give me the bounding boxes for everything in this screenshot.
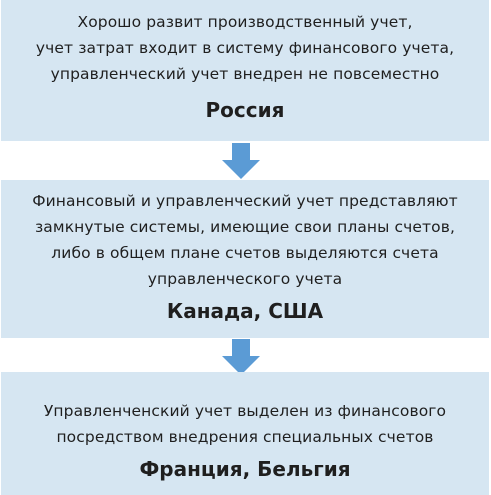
- description-line: учет затрат входит в систему финансового учета,: [35, 39, 455, 57]
- country-label: Франция, Бельгия: [139, 457, 351, 481]
- description-line: управленческого учета: [147, 270, 343, 288]
- description-line: замкнутые системы, имеющие свои планы счетов,: [34, 218, 456, 236]
- block-canada-usa: [1, 180, 489, 338]
- description-line: либо в общем плане счетов выделяются счета: [51, 244, 439, 262]
- country-label: Канада, США: [166, 299, 324, 323]
- down-arrow-icon: [222, 339, 260, 375]
- block-france-belgium: [1, 372, 489, 495]
- description-line: управленческий учет внедрен не повсеместно: [50, 65, 440, 83]
- description-line: Финансовый и управленческий учет представляют: [32, 192, 458, 210]
- down-arrow-icon: [222, 143, 260, 179]
- block-russia: [1, 0, 489, 141]
- block-description: [1, 188, 489, 292]
- description-line: посредством внедрения специальных счетов: [56, 428, 434, 446]
- description-line: Управленченский учет выделен из финансового: [43, 402, 447, 420]
- block-description: [1, 398, 489, 450]
- country-label: Россия: [205, 98, 285, 122]
- block-description: [1, 9, 489, 87]
- description-line: Хорошо развит производственный учет,: [77, 13, 413, 31]
